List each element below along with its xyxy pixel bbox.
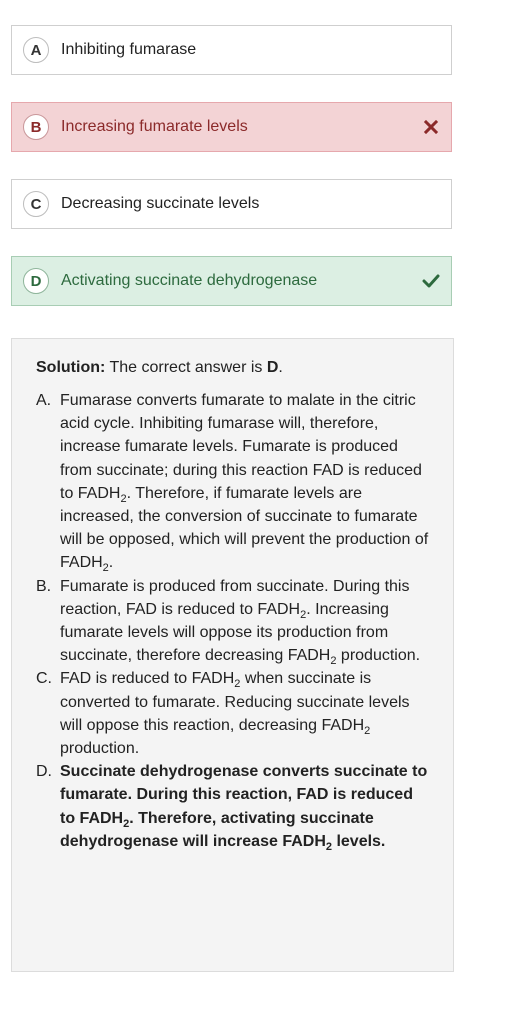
- subscript: 2: [325, 841, 332, 854]
- option-letter-badge: B: [23, 114, 49, 140]
- explanation-d: [36, 760, 429, 853]
- explanation-label: A.: [36, 392, 52, 409]
- explanation-text: levels.: [332, 832, 386, 850]
- subscript: 2: [123, 817, 130, 830]
- subscript: 2: [102, 562, 109, 575]
- explanation-text: .: [108, 554, 114, 572]
- x-icon: [421, 117, 441, 137]
- option-letter-badge: A: [23, 37, 49, 63]
- explanation-label: B.: [36, 577, 52, 595]
- option-b[interactable]: [11, 102, 452, 152]
- subscript: 2: [300, 609, 307, 622]
- explanation-text: production.: [336, 647, 421, 665]
- explanation-text: Fumarate is produced from succinate. During this reaction, FAD is reduced to FADH: [60, 577, 410, 618]
- explanation-text: . Therefore, activating succinate dehydrogenase will increase FADH: [60, 809, 374, 850]
- explanation-text: Fumarase converts fumarate to malate in the citric acid cycle. Inhibiting fumarase will, therefore, increase fumarate levels. Fumarate is produced from succinate; during this reaction FAD is reduced to FADH: [60, 392, 422, 502]
- solution-period: .: [278, 359, 283, 376]
- explanation-c: [36, 667, 429, 760]
- option-c[interactable]: [11, 179, 452, 229]
- option-a[interactable]: [11, 25, 452, 75]
- explanation-text: . Increasing fumarate levels will oppose its production from succinate, therefore decreasing FADH: [60, 600, 389, 665]
- explanation-text: Succinate dehydrogenase converts succinate to fumarate. During this reaction, FAD is reduced to FADH: [60, 763, 428, 827]
- option-letter-badge: C: [23, 191, 49, 217]
- solution-text: The correct answer is: [109, 359, 263, 376]
- check-icon: [421, 271, 441, 291]
- subscript: 2: [364, 725, 371, 738]
- solution-panel: [11, 338, 454, 972]
- explanation-text: when succinate is converted to fumarate. Reducing succinate levels will oppose this reaction, decreasing FADH: [60, 670, 410, 734]
- option-d[interactable]: [11, 256, 452, 306]
- explanation-label: C.: [36, 670, 52, 688]
- subscript: 2: [330, 655, 337, 668]
- option-text: Inhibiting fumarase: [61, 41, 197, 58]
- explanation-text: production.: [60, 740, 140, 758]
- option-text: Decreasing succinate levels: [61, 195, 260, 212]
- subscript: 2: [120, 493, 127, 505]
- explanation-label: D.: [36, 763, 52, 781]
- correct-answer-letter: D: [266, 359, 279, 376]
- subscript: 2: [234, 678, 241, 691]
- option-text: Increasing fumarate levels: [61, 118, 248, 135]
- solution-heading: [36, 357, 429, 379]
- option-letter-badge: D: [23, 268, 49, 294]
- option-text: Activating succinate dehydrogenase: [61, 272, 318, 289]
- solution-label: Solution:: [36, 359, 106, 376]
- explanation-text: . Therefore, if fumarate levels are increased, the conversion of succinate to fumarate will be opposed, which will prevent the production of FADH: [60, 484, 429, 572]
- explanation-text: FAD is reduced to FADH: [60, 670, 235, 688]
- explanation-a: [36, 389, 429, 575]
- explanation-b: [36, 575, 429, 668]
